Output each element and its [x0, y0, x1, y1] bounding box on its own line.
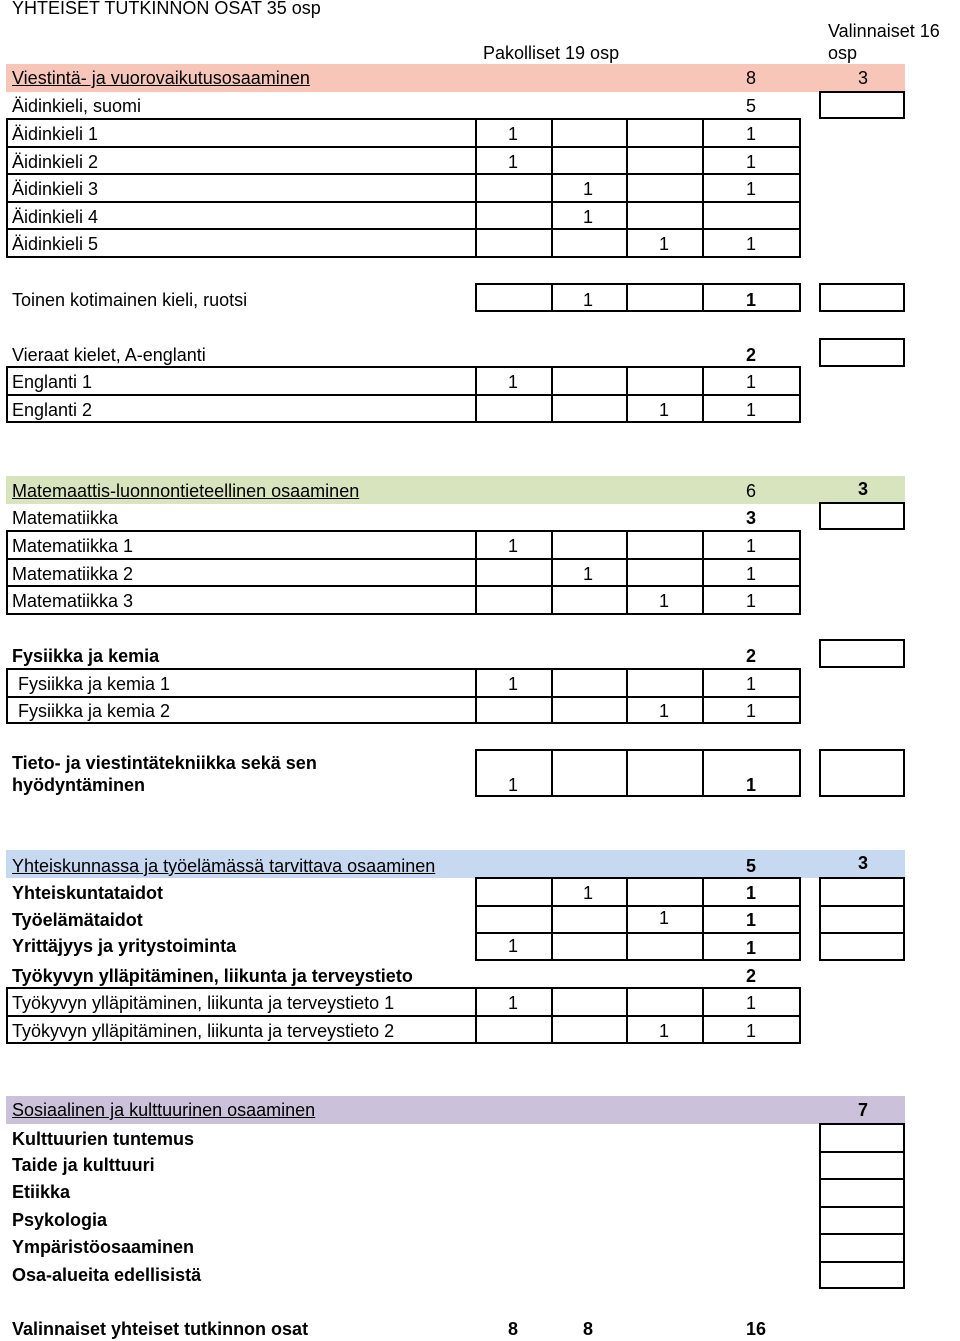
table-cell: 1	[507, 372, 518, 392]
valinnaiset-input-box	[819, 338, 905, 367]
table-rule	[799, 530, 801, 615]
table-rule	[6, 173, 801, 175]
table-rule	[702, 118, 704, 258]
table-rule	[6, 696, 801, 698]
section-heading-matemaattis: Matemaattis-luonnontieteellinen osaaminen	[12, 481, 360, 501]
table-row-label: Fysiikka ja kemia 2	[18, 701, 171, 721]
list-item: Etiikka	[12, 1182, 71, 1202]
table-row-label: Englanti 1	[12, 372, 93, 392]
subject-total: 2	[745, 966, 756, 986]
table-rule	[819, 1151, 905, 1153]
table-cell: 1	[745, 234, 756, 254]
table-rule	[6, 394, 801, 396]
subject-label-ruotsi: Toinen kotimainen kieli, ruotsi	[12, 290, 248, 310]
subject-total: 3	[745, 508, 756, 528]
table-cell: 1	[507, 152, 518, 172]
table-row-label: Yhteiskuntataidot	[12, 883, 164, 903]
table-row-label: Matematiikka 3	[12, 591, 134, 611]
table-rule	[819, 905, 905, 907]
table-rule	[6, 366, 801, 368]
table-cell: 1	[745, 701, 756, 721]
table-rule	[626, 530, 628, 615]
table-cell: 1	[658, 1021, 669, 1041]
table-rule	[819, 1233, 905, 1235]
table-rule	[551, 668, 553, 724]
table-rule	[819, 1178, 905, 1180]
table-cell: 1	[507, 536, 518, 556]
table-rule	[626, 366, 628, 423]
table-rule	[6, 722, 801, 724]
table-cell: 1	[582, 207, 593, 227]
table-rule	[626, 668, 628, 724]
table-row-label: Äidinkieli 1	[12, 124, 99, 144]
table-cell: 1	[745, 674, 756, 694]
valinnaiset-input-box	[819, 502, 905, 530]
table-cell: 1	[658, 591, 669, 611]
table-rule	[6, 201, 801, 203]
table-cell: 1	[745, 883, 756, 903]
table-cell: 1	[745, 536, 756, 556]
table-rule	[702, 366, 704, 423]
table-row-label: Englanti 2	[12, 400, 93, 420]
subject-total: 2	[745, 646, 756, 666]
list-item: Osa-alueita edellisistä	[12, 1265, 202, 1285]
table-cell: 1	[507, 993, 518, 1013]
table-rule	[551, 283, 553, 312]
subject-label-tieto-line1: Tieto- ja viestintätekniikka sekä sen	[12, 753, 317, 773]
table-cell: 1	[507, 674, 518, 694]
table-row-label: Äidinkieli 4	[12, 207, 99, 227]
table-rule	[6, 256, 801, 258]
section-total: 6	[745, 481, 756, 501]
subject-label-aidinkieli: Äidinkieli, suomi	[12, 96, 142, 116]
table-rule	[475, 530, 477, 615]
section-heading-viestinta: Viestintä- ja vuorovaikutusosaaminen	[12, 68, 310, 88]
table-rule	[799, 877, 801, 961]
list-item: Psykologia	[12, 1210, 108, 1230]
table-rule	[702, 668, 704, 724]
table-rule	[551, 530, 553, 615]
table-rule	[6, 1042, 801, 1044]
subject-total: 5	[745, 96, 756, 116]
table-cell: 1	[745, 400, 756, 420]
table-cell: 1	[745, 1021, 756, 1041]
table-cell: 1	[658, 400, 669, 420]
table-cell: 1	[745, 910, 756, 930]
table-cell: 1	[658, 908, 669, 928]
table-rule	[702, 877, 704, 961]
table-rule	[819, 1261, 905, 1263]
table-rule	[475, 118, 477, 258]
table-cell: 1	[658, 701, 669, 721]
section-valinnaiset: 7	[857, 1100, 868, 1120]
table-cell: 1	[745, 993, 756, 1013]
subject-label-fysiikka: Fysiikka ja kemia	[12, 646, 160, 666]
table-cell: 1	[745, 938, 756, 958]
table-rule	[626, 118, 628, 258]
table-cell: 1	[745, 564, 756, 584]
table-cell: 1	[745, 290, 756, 310]
table-rule	[819, 932, 905, 934]
table-rule	[799, 987, 801, 1044]
table-row-label: Työelämätaidot	[12, 910, 143, 930]
section-valinnaiset: 3	[857, 853, 868, 873]
subject-total: 2	[745, 345, 756, 365]
section-total: 8	[745, 68, 756, 88]
table-rule	[626, 877, 628, 961]
table-rule	[702, 987, 704, 1044]
table-rule	[475, 932, 801, 934]
table-cell: 1	[745, 591, 756, 611]
table-rule	[475, 905, 801, 907]
table-rule	[475, 877, 801, 879]
column-header-valinnaiset-line1: Valinnaiset 16	[828, 21, 940, 41]
column-header-pakolliset: Pakolliset 19 osp	[483, 43, 620, 63]
valinnaiset-input-box	[819, 283, 905, 312]
table-rule	[626, 987, 628, 1044]
table-rule	[551, 749, 553, 797]
table-rule	[551, 877, 553, 961]
table-rule	[626, 749, 628, 797]
table-cell: 1	[507, 936, 518, 956]
table-rule	[6, 421, 801, 423]
subject-label-tyokyky: Työkyvyn ylläpitäminen, liikunta ja terveystieto	[12, 966, 413, 986]
table-rule	[475, 668, 477, 724]
table-cell: 1	[745, 372, 756, 392]
table-row-label: Matematiikka 2	[12, 564, 134, 584]
section-heading-sosiaalinen: Sosiaalinen ja kulttuurinen osaaminen	[12, 1100, 316, 1120]
list-item: Taide ja kulttuuri	[12, 1155, 155, 1175]
table-rule	[475, 959, 801, 961]
subject-label-englanti: Vieraat kielet, A-englanti	[12, 345, 206, 365]
footer-total-p2: 8	[582, 1319, 593, 1339]
table-cell: 1	[745, 179, 756, 199]
table-rule	[6, 668, 801, 670]
table-rule	[475, 987, 477, 1044]
table-row-label: Äidinkieli 3	[12, 179, 99, 199]
footer-total-p1: 8	[507, 1319, 518, 1339]
valinnaiset-input-box	[819, 91, 905, 119]
table-rule	[6, 1015, 801, 1017]
valinnaiset-input-box	[819, 877, 905, 961]
section-valinnaiset: 3	[857, 479, 868, 499]
section-heading-yhteiskunta: Yhteiskunnassa ja työelämässä tarvittava osaaminen	[12, 856, 436, 876]
table-rule	[6, 668, 8, 724]
table-row-label: Fysiikka ja kemia 1	[18, 674, 171, 694]
section-valinnaiset: 3	[857, 68, 868, 88]
table-rule	[702, 530, 704, 615]
table-rule	[6, 530, 8, 615]
table-cell: 1	[745, 152, 756, 172]
table-rule	[6, 987, 8, 1044]
table-rule	[551, 118, 553, 258]
table-rule	[626, 283, 628, 312]
subject-label-matematiikka: Matematiikka	[12, 508, 119, 528]
table-rule	[6, 613, 801, 615]
page-title: YHTEISET TUTKINNON OSAT 35 osp	[12, 0, 321, 18]
table-cell: 1	[745, 775, 756, 795]
footer-total: 16	[745, 1319, 767, 1339]
table-rule	[6, 585, 801, 587]
footer-label: Valinnaiset yhteiset tutkinnon osat	[12, 1319, 309, 1339]
valinnaiset-input-box	[819, 639, 905, 668]
table-rule	[551, 987, 553, 1044]
table-rule	[6, 146, 801, 148]
valinnaiset-input-box	[819, 749, 905, 797]
table-cell: 1	[507, 775, 518, 795]
section-total: 5	[745, 856, 756, 876]
table-cell: 1	[582, 564, 593, 584]
table-rule	[702, 283, 704, 312]
table-rule	[551, 366, 553, 423]
table-rule	[819, 1206, 905, 1208]
list-item: Kulttuurien tuntemus	[12, 1129, 194, 1149]
table-rule	[6, 530, 801, 532]
list-item: Ympäristöosaaminen	[12, 1237, 195, 1257]
table-row-label: Työkyvyn ylläpitäminen, liikunta ja terveystieto 1	[12, 993, 395, 1013]
table-rule	[6, 987, 801, 989]
table-rule	[6, 118, 801, 120]
table-row-label: Äidinkieli 2	[12, 152, 99, 172]
table-rule	[799, 118, 801, 258]
table-row-label: Yrittäjyys ja yritystoiminta	[12, 936, 237, 956]
table-row-label: Työkyvyn ylläpitäminen, liikunta ja terveystieto 2	[12, 1021, 395, 1041]
table-rule	[702, 749, 704, 797]
table-rule	[6, 558, 801, 560]
column-header-valinnaiset-line2: osp	[828, 43, 858, 63]
table-rule	[799, 366, 801, 423]
subject-label-tieto-line2: hyödyntäminen	[12, 775, 146, 795]
table-rule	[6, 366, 8, 423]
table-row-label: Matematiikka 1	[12, 536, 134, 556]
table-rule	[475, 877, 477, 961]
table-rule	[6, 118, 8, 258]
table-cell: 1	[507, 124, 518, 144]
table-rule	[6, 228, 801, 230]
table-rule	[475, 366, 477, 423]
table-cell: 1	[582, 883, 593, 903]
table-cell: 1	[582, 290, 593, 310]
table-cell: 1	[745, 124, 756, 144]
table-cell: 1	[658, 234, 669, 254]
table-cell: 1	[582, 179, 593, 199]
table-rule	[799, 668, 801, 724]
table-row-label: Äidinkieli 5	[12, 234, 99, 254]
